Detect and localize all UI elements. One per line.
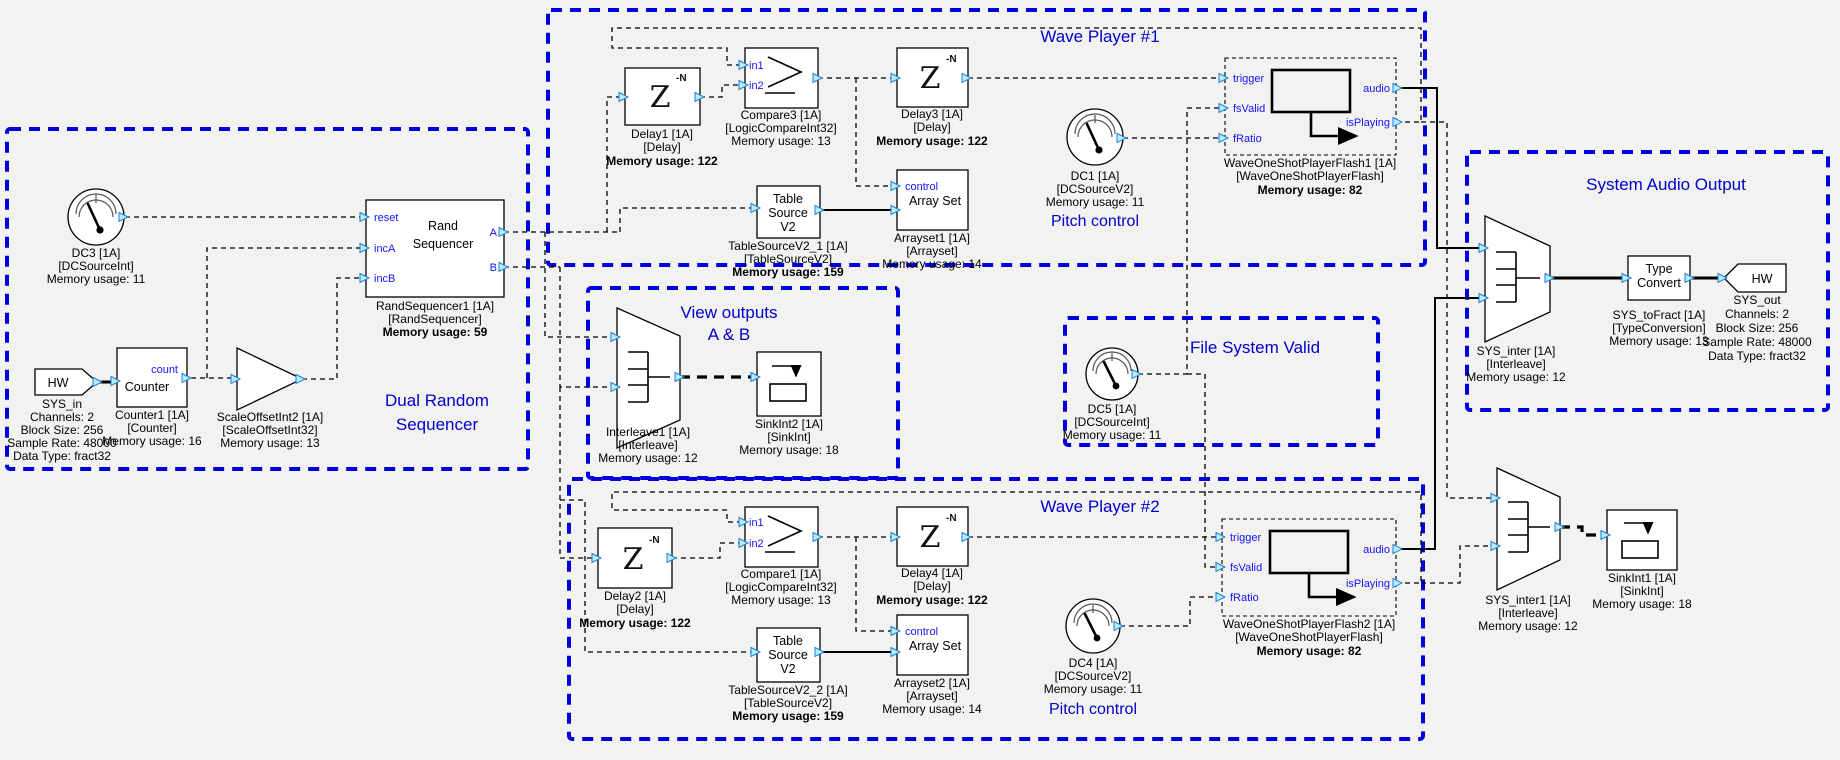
block-label: Delay4 [1A]: [900, 566, 964, 580]
block-label: Memory usage: 122: [579, 616, 691, 630]
block-label: Memory usage: 13: [1609, 334, 1709, 348]
block-label: [WaveOneShotPlayerFlash]: [1236, 169, 1384, 183]
gain-triangle-icon: [237, 348, 302, 410]
group-title-wave-player-2: Wave Player #2: [1040, 497, 1160, 516]
block-dc3[interactable]: [47, 189, 146, 286]
block-label: DC3 [1A]: [71, 246, 121, 260]
port-label-in1: in1: [749, 60, 764, 72]
block-label: Memory usage: 11: [1062, 428, 1162, 442]
port-label-fsvalid: fsValid: [1233, 103, 1266, 115]
block-label: [Interleave]: [1486, 357, 1546, 371]
block-label: Delay2 [1A]: [603, 589, 667, 603]
block-label: DC5 [1A]: [1087, 402, 1137, 416]
block-label: SYS_inter [1A]: [1476, 344, 1556, 358]
block-label: Compare1 [1A]: [740, 567, 822, 581]
block-arrayset1[interactable]: [882, 170, 982, 271]
block-label: TableSourceV2_1 [1A]: [728, 239, 848, 253]
block-inner-text: Table: [773, 192, 803, 206]
wire-a-view[interactable]: [545, 232, 611, 337]
player-icon: [1272, 70, 1350, 112]
group-title-file-system-valid: File System Valid: [1189, 338, 1321, 357]
block-inner-text: Type: [1645, 262, 1673, 276]
block-sys-inter[interactable]: [1466, 216, 1566, 384]
port-label-reset: reset: [374, 212, 399, 224]
block-inner-text: V2: [780, 662, 796, 676]
port-label-control: control: [905, 181, 939, 193]
block-label: Memory usage: 59: [382, 325, 488, 339]
block-waveoneshot1[interactable]: [1219, 58, 1402, 197]
port-label-audio: audio: [1363, 544, 1390, 556]
block-label: Channels: 2: [1724, 307, 1790, 321]
block-label: TableSourceV2_2 [1A]: [728, 683, 848, 697]
block-label: Memory usage: 18: [739, 443, 839, 457]
port-label-in2: in2: [749, 538, 764, 550]
block-label: [Arrayset]: [906, 244, 958, 258]
block-compare1[interactable]: [725, 507, 836, 607]
block-label: [TypeConversion]: [1612, 321, 1706, 335]
port-label-audio: audio: [1363, 83, 1390, 95]
block-label: Memory usage: 13: [731, 134, 831, 148]
wire-a-tablesource1[interactable]: [620, 208, 751, 232]
port-scaleoffset-out[interactable]: [296, 375, 305, 384]
block-label: [Counter]: [127, 421, 177, 435]
block-label: Channels: 2: [29, 410, 95, 424]
group-title-view-outputs-1: View outputs: [680, 303, 778, 322]
port-label-fratio: fRatio: [1230, 592, 1259, 604]
block-label: SYS_in: [41, 397, 83, 411]
block-label: ScaleOffsetInt2 [1A]: [216, 410, 324, 424]
block-label: Memory usage: 11: [1043, 682, 1143, 696]
block-label: [TableSourceV2]: [743, 252, 833, 266]
port-label-fsvalid: fsValid: [1230, 562, 1263, 574]
block-label: Memory usage: 122: [876, 593, 988, 607]
block-label: Delay3 [1A]: [900, 107, 964, 121]
block-label: [WaveOneShotPlayerFlash]: [1235, 630, 1383, 644]
port-wosp2-fratio[interactable]: [1216, 593, 1225, 602]
block-dc4[interactable]: [1044, 599, 1143, 718]
block-label: Memory usage: 16: [102, 434, 202, 448]
wire-delay2-in2[interactable]: [672, 543, 739, 558]
caption-pitch-control: Pitch control: [1050, 213, 1140, 230]
block-label: Memory usage: 14: [882, 257, 982, 271]
port-label-in1: in1: [749, 517, 764, 529]
block-inner-text: Counter: [124, 380, 170, 394]
delay-z-icon: Z: [622, 542, 644, 577]
block-label: Memory usage: 122: [606, 154, 718, 168]
port-label-incA: incA: [374, 243, 396, 255]
wire-b-view[interactable]: [560, 267, 611, 387]
port-wosp1-trigger[interactable]: [1219, 74, 1228, 83]
block-label: Memory usage: 122: [876, 134, 988, 148]
block-label: Memory usage: 82: [1257, 183, 1363, 197]
block-label: [DCSourceV2]: [1056, 182, 1134, 196]
block-label: SYS_inter1 [1A]: [1485, 593, 1571, 607]
block-inner-text: Table: [773, 634, 803, 648]
block-label: Sample Rate: 48000: [1702, 335, 1812, 349]
player-icon: [1270, 531, 1348, 573]
port-label-B: B: [489, 262, 497, 274]
block-label: DC4 [1A]: [1068, 656, 1118, 670]
block-label: Data Type: fract32: [1708, 349, 1806, 363]
block-label: [LogicCompareInt32]: [725, 121, 837, 135]
wire-compare1-control2[interactable]: [856, 537, 891, 631]
block-label: [Delay]: [913, 579, 951, 593]
block-label: Memory usage: 11: [46, 272, 146, 286]
block-tablesource1[interactable]: [728, 186, 847, 279]
block-sinkint1[interactable]: [1592, 510, 1692, 611]
port-label-isplaying: isPlaying: [1345, 578, 1390, 590]
block-randsequencer1[interactable]: [360, 200, 508, 339]
block-sys-tofract[interactable]: [1609, 256, 1709, 348]
block-inner-text: Sequencer: [412, 237, 474, 251]
port-wosp1-fratio[interactable]: [1219, 134, 1228, 143]
delay-z-icon: Z: [919, 61, 941, 96]
block-tablesource2[interactable]: [728, 628, 847, 723]
block-label: Memory usage: 12: [598, 451, 698, 465]
block-label: [ScaleOffsetInt32]: [222, 423, 318, 437]
block-label: Memory usage: 12: [1466, 370, 1566, 384]
block-compare3[interactable]: [725, 48, 836, 148]
block-label: [RandSequencer]: [388, 312, 482, 326]
interleave-mux-icon: [1485, 216, 1550, 342]
wire-delay1-in2[interactable]: [700, 85, 739, 97]
block-delay2[interactable]: [579, 528, 691, 630]
port-wosp2-fsvalid[interactable]: [1216, 563, 1225, 572]
block-inner-text: Source: [768, 648, 808, 662]
port-label-fratio: fRatio: [1233, 133, 1262, 145]
port-label-isplaying: isPlaying: [1345, 117, 1390, 129]
block-label: Compare3 [1A]: [740, 108, 822, 122]
block-label: Interleave1 [1A]: [605, 425, 691, 439]
port-wosp1-fsvalid[interactable]: [1219, 104, 1228, 113]
block-label: Memory usage: 159: [732, 265, 844, 279]
block-label: DC1 [1A]: [1070, 169, 1120, 183]
block-label: Memory usage: 13: [731, 593, 831, 607]
wire-audio1-sysinter[interactable]: [1396, 88, 1479, 248]
port-label-trigger: trigger: [1233, 73, 1265, 85]
block-label: [DCSourceV2]: [1054, 669, 1132, 683]
wire-isplaying1-sysinter1[interactable]: [1421, 122, 1491, 498]
port-wosp2-isplaying[interactable]: [1393, 579, 1402, 588]
block-label: SinkInt2 [1A]: [754, 417, 824, 431]
block-label: Memory usage: 18: [1592, 597, 1692, 611]
block-sys-out[interactable]: [1702, 264, 1812, 363]
block-label: [Delay]: [913, 120, 951, 134]
block-label: SYS_toFract [1A]: [1612, 308, 1706, 322]
hw-label: HW: [47, 376, 69, 390]
wire-dc4-fratio2[interactable]: [1120, 597, 1216, 626]
block-label: [Arrayset]: [906, 689, 958, 703]
group-title-view-outputs-2: A & B: [707, 325, 751, 344]
block-inner-text: Array Set: [908, 639, 962, 653]
block-label: [SinkInt]: [767, 430, 811, 444]
wire-dc5-fsvalid2[interactable]: [1187, 374, 1216, 567]
block-label: [Interleave]: [1498, 606, 1558, 620]
wire-compare3-control1[interactable]: [856, 78, 891, 186]
group-wave-player-2[interactable]: [569, 479, 1423, 739]
caption-pitch-control: Pitch control: [1048, 701, 1138, 718]
block-inner-text: V2: [780, 220, 796, 234]
group-title-wave-player-1: Wave Player #1: [1040, 27, 1160, 46]
wire-scaleoffset-incB[interactable]: [302, 278, 360, 379]
port-wosp2-trigger[interactable]: [1216, 533, 1225, 542]
block-label: [DCSourceInt]: [58, 259, 134, 273]
block-label: Sample Rate: 48000: [7, 436, 117, 450]
block-label: Memory usage: 11: [1045, 195, 1145, 209]
block-interleave1[interactable]: [598, 308, 698, 465]
port-sysin-out[interactable]: [93, 378, 102, 387]
block-dc5[interactable]: [1063, 348, 1162, 442]
block-label: Memory usage: 14: [882, 702, 982, 716]
block-inner-text: Convert: [1637, 276, 1681, 290]
wire-isplaying2-sysinter1[interactable]: [1421, 546, 1491, 583]
block-counter1[interactable]: [102, 348, 202, 448]
block-sys-in[interactable]: [7, 369, 117, 463]
block-label: WaveOneShotPlayerFlash1 [1A]: [1223, 156, 1397, 170]
block-label: Memory usage: 159: [732, 709, 844, 723]
block-label: [Interleave]: [618, 438, 678, 452]
port-label-count: count: [151, 364, 178, 376]
delay-exp-icon: -N: [946, 513, 957, 524]
block-label: Delay1 [1A]: [630, 127, 694, 141]
block-label: SinkInt1 [1A]: [1607, 571, 1677, 585]
block-delay4[interactable]: [876, 507, 988, 607]
block-delay3[interactable]: [876, 48, 988, 148]
block-label: [LogicCompareInt32]: [725, 580, 837, 594]
block-label: Arrayset2 [1A]: [893, 676, 971, 690]
block-dc1[interactable]: [1046, 109, 1145, 230]
group-title-dual-random-2: Sequencer: [395, 415, 479, 434]
wire-dc5-fsvalid1[interactable]: [1138, 108, 1219, 374]
block-delay1[interactable]: [606, 68, 718, 168]
block-inner-text: Rand: [428, 219, 458, 233]
block-arrayset2[interactable]: [882, 615, 982, 716]
block-sinkint2[interactable]: [739, 352, 839, 457]
delay-exp-icon: -N: [649, 535, 660, 546]
port-label-A: A: [489, 227, 497, 239]
port-wosp1-audio[interactable]: [1393, 84, 1402, 93]
port-label-control: control: [905, 626, 939, 638]
block-label: [Delay]: [616, 602, 654, 616]
block-label: RandSequencer1 [1A]: [375, 299, 495, 313]
block-label: Block Size: 256: [20, 423, 104, 437]
block-label: [Delay]: [643, 140, 681, 154]
block-label: [DCSourceInt]: [1074, 415, 1150, 429]
delay-exp-icon: -N: [676, 73, 687, 84]
delay-z-icon: Z: [919, 520, 941, 555]
block-label: Data Type: fract32: [13, 449, 111, 463]
hw-label: HW: [1751, 272, 1773, 286]
block-scaleoffset[interactable]: [217, 348, 324, 450]
port-wosp1-isplaying[interactable]: [1393, 118, 1402, 127]
block-waveoneshot2[interactable]: [1216, 519, 1402, 658]
block-label: SYS_out: [1733, 293, 1781, 307]
block-label: WaveOneShotPlayerFlash2 [1A]: [1222, 617, 1396, 631]
delay-exp-icon: -N: [946, 54, 957, 65]
block-label: [SinkInt]: [1620, 584, 1664, 598]
wire-isplaying1-feedback[interactable]: [612, 28, 1421, 122]
block-label: Memory usage: 13: [220, 436, 320, 450]
port-sysout-in[interactable]: [1718, 274, 1727, 283]
delay-z-icon: Z: [649, 80, 671, 115]
block-label: Counter1 [1A]: [114, 408, 190, 422]
wire-sysinter1-sinkint1[interactable]: [1560, 527, 1601, 535]
port-label-incB: incB: [374, 273, 396, 285]
port-label-in2: in2: [749, 80, 764, 92]
port-label-trigger: trigger: [1230, 532, 1262, 544]
block-label: Memory usage: 12: [1478, 619, 1578, 633]
block-label: [TableSourceV2]: [743, 696, 833, 710]
port-wosp2-audio[interactable]: [1393, 545, 1402, 554]
block-label: Memory usage: 82: [1256, 644, 1362, 658]
block-inner-text: Source: [768, 206, 808, 220]
block-label: Block Size: 256: [1715, 321, 1799, 335]
group-title-dual-random-1: Dual Random: [385, 391, 489, 410]
block-inner-text: Array Set: [908, 194, 962, 208]
group-title-system-audio-output: System Audio Output: [1586, 175, 1746, 194]
block-label: Arrayset1 [1A]: [893, 231, 971, 245]
block-sys-inter1[interactable]: [1478, 468, 1578, 633]
